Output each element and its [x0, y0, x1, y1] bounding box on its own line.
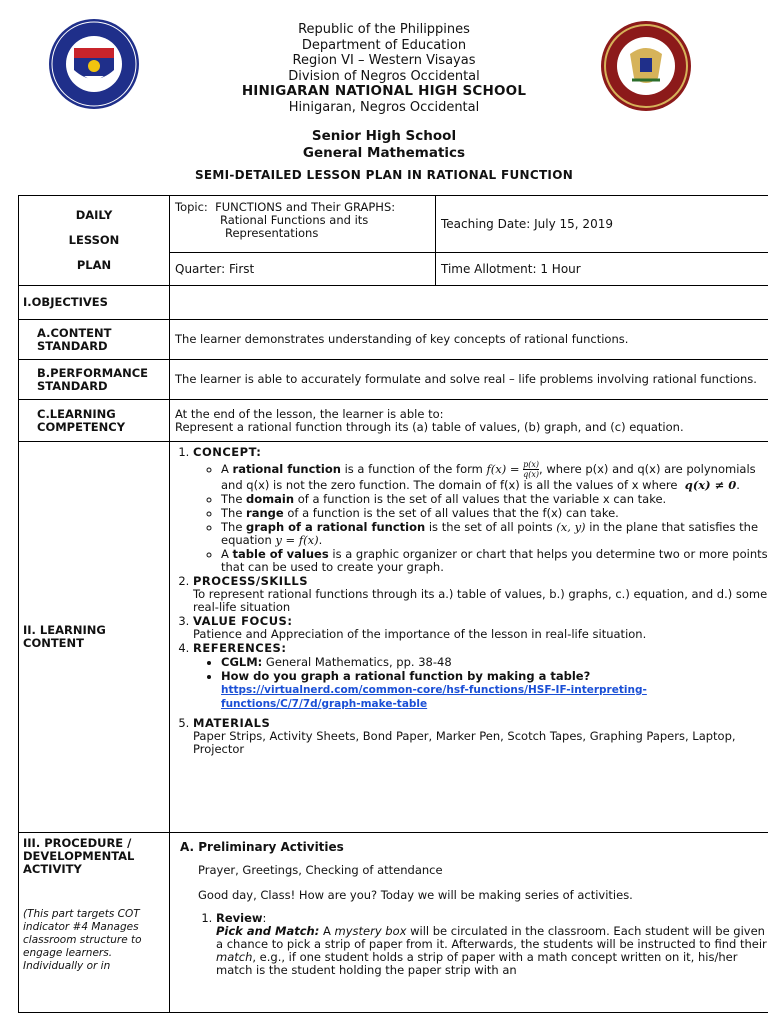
header-department: Department of Education — [301, 37, 467, 53]
fraction-p-over-q: $\frac{p(x)}{q(x)}$ — [523, 460, 540, 479]
row-content-standard — [19, 320, 768, 360]
header-division: Division of Negros Occidental — [288, 68, 480, 84]
materials-text: Paper Strips, Activity Sheets, Bond Paper, Marker Pen, Scotch Tapes, Graphing Papers, Laptop, Projector — [193, 729, 736, 756]
reference-link[interactable]: https://virtualnerd.com/common-core/hsf-functions/HSF-IF-interpreting-functions/C/7/7d/graph-make-table — [221, 684, 647, 710]
topic-sub-2: Representations — [225, 226, 319, 240]
concept-table-of-values: ◦ A table of values is a graphic organizer or chart that helps you determine two or more points that can be used to create your graph. — [221, 548, 768, 574]
procedure-label: III. PROCEDURE / DEVELOPMENTAL ACTIVITY — [23, 836, 135, 876]
row-procedure — [19, 833, 768, 1013]
learning-content-label: II. LEARNING CONTENT — [19, 442, 170, 833]
topic-label: Topic: — [175, 200, 208, 214]
performance-standard-label: B.PERFORMANCE STANDARD — [19, 360, 170, 400]
concept-graph: ◦ The graph of a rational function is the set of all points (x, y) in the plane that satisfies the equation y = f(x). — [221, 521, 768, 547]
row-competency — [19, 400, 768, 442]
learning-content-cell — [170, 442, 768, 833]
prelim-heading: A. Preliminary Activities — [180, 840, 344, 854]
letterhead — [0, 22, 768, 116]
performance-standard-text: The learner is able to accurately formulate and solve real – life problems involving rational functions. — [170, 360, 768, 400]
value-heading: VALUE FOCUS: — [193, 614, 293, 628]
topic-sub-1: Rational Functions and its — [220, 213, 369, 227]
teaching-date: Teaching Date: July 15, 2019 — [436, 196, 768, 253]
process-heading: PROCESS/SKILLS — [193, 574, 309, 588]
objectives-label: I.OBJECTIVES — [19, 286, 170, 320]
references-heading: REFERENCES: — [193, 641, 287, 655]
lesson-plan-table — [18, 195, 768, 1013]
concept-heading: CONCEPT: — [193, 445, 262, 459]
concept-range: ◦ The range of a function is the set of all values that the f(x) can take. — [221, 507, 768, 520]
course-heading — [0, 128, 768, 162]
row-objectives — [19, 286, 768, 320]
objectives-empty — [170, 286, 768, 320]
concept-rational-function: ◦ A rational function is a function of the form f(x) = $\frac{p(x)}{q(x)}$ , where p(x) and q(x) are polynomials and q(x) is not the zero function. The domain of f(x) is all the values of x where q(x) ≠ 0. — [221, 460, 768, 492]
competency-text: Represent a rational function through its (a) table of values, (b) graph, and (c) equation. — [175, 419, 684, 434]
competency-intro: At the end of the lesson, the learner is able to: — [175, 406, 444, 421]
value-text: Patience and Appreciation of the importance of the lesson in real-life situation. — [193, 627, 647, 641]
dlp-line-3: PLAN — [76, 258, 112, 272]
procedure-note: (This part targets COT indicator #4 Manages classroom structure to engage learners. Individually or in — [23, 908, 142, 972]
dlp-cell — [19, 196, 170, 286]
header-address: Hinigaran, Negros Occidental — [288, 99, 480, 115]
time-allotment: Time Allotment: 1 Hour — [436, 253, 768, 286]
level-text: Senior High School — [311, 128, 457, 144]
reference-cglm: • CGLM: General Mathematics, pp. 38-48 — [221, 656, 768, 669]
topic-cell — [170, 196, 436, 253]
quarter-text: Quarter: First — [170, 253, 436, 286]
dlp-line-2: LESSON — [68, 233, 120, 247]
content-standard-label: A.CONTENT STANDARD — [19, 320, 170, 360]
competency-cell — [170, 400, 768, 442]
pick-and-match-text: Pick and Match: A mystery box will be circulated in the classroom. Each student will be given a chance to pick a strip of paper from it. Afterwards, the students will be instructed to find their match, e.g., if one student holds a strip of paper with a math concept written on it, his/her match is the student holding the paper strip with an — [216, 924, 767, 977]
header-region: Region VI – Western Visayas — [292, 53, 476, 69]
process-text: To represent rational functions through its a.) table of values, b.) graphs, c.) equation, and d.) some real-life situation — [193, 587, 768, 614]
row-learning-content — [19, 442, 768, 833]
review-heading: Review — [216, 911, 263, 925]
concept-domain: ◦ The domain of a function is the set of all values that the variable x can take. — [221, 493, 768, 506]
prayer-text: Prayer, Greetings, Checking of attendance — [198, 863, 443, 877]
topic-main: FUNCTIONS and Their GRAPHS: — [215, 200, 396, 214]
reference-question: • How do you graph a rational function by making a table? https://virtualnerd.com/common-core/hsf-functions/HSF-IF-interpreting-functions/C/7/7d/graph-make-table — [221, 670, 768, 711]
procedure-label-cell — [19, 833, 170, 1013]
procedure-cell: A. Preliminary Activities Prayer, Greetings, Checking of attendance Good day, Class! How are you? Today we will be making series of activities. 1. Review: Pick and Match: A mystery box will be circulated in the classroom. Each student will be given a chance to pick a strip of paper from it. Afterwards, the students will be instructed to find their match, e.g., if one student holds a strip of paper with a math concept written on it, his/her match is the student holding the paper strip with an — [170, 833, 768, 1013]
greeting-text: Good day, Class! How are you? Today we will be making series of activities. — [198, 888, 633, 902]
materials-heading: MATERIALS — [193, 716, 271, 730]
header-school: HINIGARAN NATIONAL HIGH SCHOOL — [241, 83, 527, 100]
row-topic — [19, 196, 768, 253]
competency-label: C.LEARNING COMPETENCY — [19, 400, 170, 442]
header-republic: Republic of the Philippines — [298, 22, 470, 37]
row-performance-standard — [19, 360, 768, 400]
subject-text: General Mathematics — [302, 145, 466, 161]
dlp-line-1: DAILY — [75, 208, 113, 222]
content-standard-text: The learner demonstrates understanding of key concepts of rational functions. — [170, 320, 768, 360]
plan-title: SEMI-DETAILED LESSON PLAN IN RATIONAL FUNCTION — [194, 168, 574, 182]
